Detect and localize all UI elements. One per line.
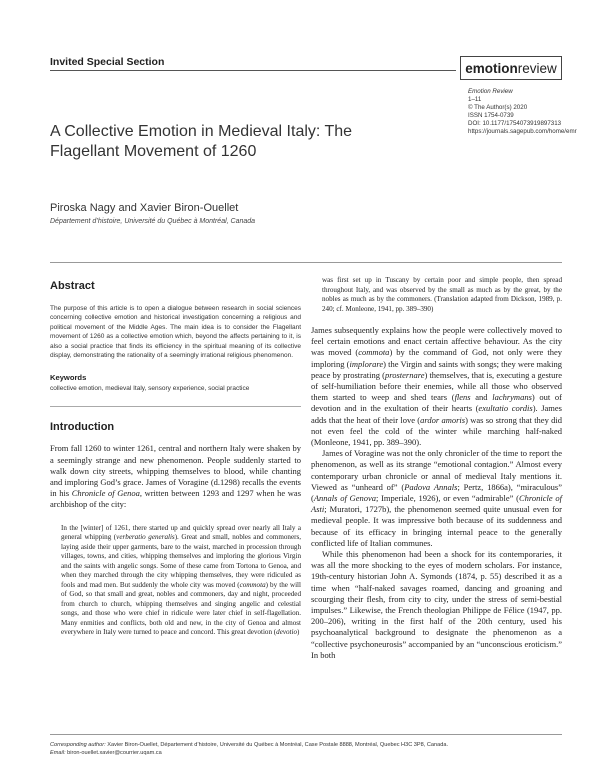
journal-url[interactable]: https://journals.sagepub.com/home/emr [468,128,577,136]
intro-paragraph-3: James of Voragine was not the only chronicler of the time to report the phenomenon, as well as its strange “emotional contagion.” Almost every contemporary urban chronicle or annal of medieval Italy mentions it. Viewed as “unheard of” (Padova Annals; Pertz, 1866a), “miraculous” (Annals of Genova; Imperiale, 1926), or even “admirable” (Chronicle of Asti; Muratori, 1727b), the phenomenon seemed quite unusual even for medieval people. It was impressive both because of its suddenness and because of its efficacy in bringing internal peace to the generally conflicted life of Italian communes. [311,448,562,548]
journal-meta [468,88,577,137]
doi[interactable]: DOI: 10.1177/1754073919897313 [468,120,562,128]
page-range: 1–11 [468,96,482,104]
authors: Piroska Nagy and Xavier Biron-Ouellet [50,202,239,214]
keywords-text: collective emotion, medieval Italy, sensory experience, social practice [50,385,250,393]
email-link[interactable]: biron-ouellet.xavier@courrier.uqam.ca [65,750,162,756]
intro-paragraph-2: James subsequently explains how the people were collectively moved to feel certain emotions and enact certain affective behaviour. As the city was moved (commota) by the command of God, not only were they imploring (implorare) the Virgin and saints with songs; they were making peace by prostrating (prosternare) themselves, that is, executing a gesture of self-humiliation before their enemies, while all those who observed them started to weep and shed tears (flens and lachrymans) out of devotion and in the exultation of their hearts (exultatio cordis). James adds that the heat of their love (ardor amoris) was so strong that they did not even feel the cold of the winter while marching half-naked (Monleone, 1941, pp. 389–390). [311,325,563,448]
footnote [50,734,562,757]
logo-word-review: review [517,60,557,76]
logo-word-emotion: emotion [465,60,518,76]
right-column [311,276,562,661]
issn: ISSN 1754-0739 [468,112,514,120]
introduction-heading: Introduction [50,421,115,434]
intro-paragraph-4: While this phenomenon had been a shock for its contemporaries, it was all the more shocking to the eyes of modern scholars. For instance, 19th-century historian John A. Symonds (1874, p. 55) described it as a time when “half-naked savages roamed, dancing and groaning and scourging their flesh, from city to city, under the stress of semi-bestial impulses.” Likewise, the French theologian Philippe de Félice (1947, pp. 200–206), writing in the first half of the 20th century, used his psychoanalytical background to designate the phenomenon as a “collective psychoneurosis” accompanied by an “unconscious eroticism.” In both [311,549,562,660]
block-quote: In the [winter] of 1261, there started up and quickly spread over nearly all Italy a general whipping (verberatio generalis). Great and small, nobles and commoners, laying aside their upper garments, bare to the waist, marched in procession through villages, towns, and cities, whipping themselves and imploring the glorious Virgin and the saints with angelic songs. Some of these came from Tortona to Genoa, and when they marched through the city whipping themselves, they were ridiculed as fools and mad men. But suddenly the whole city was moved (commota) by the will of God, so that small and great, nobles and commoners, day and night, proceeded from church to church, whipping themselves and singing angelic and celestial songs, and those who were chief in ridicule were later chief in self-flagellation. Many enmities and conflicts, both old and new, in the city of Genoa and almost everywhere in Italy were turned to peace and concord. This great devotion (devotio) [61,523,301,637]
block-quote-continued: was first set up in Tuscany by certain poor and simple people, then spread throughout Italy, and was observed by the small as much as by the great, by the nobles as much as by the commoners. (Translation adapted from Dickson, 1989, p. 240; cf. Monleone, 1941, pp. 389–390) [322,276,562,313]
email-line: Email: biron-ouellet.xavier@courrier.uqam.ca [50,750,162,756]
intro-divider [50,406,301,407]
corresponding-author: Corresponding author: Xavier Biron-Ouellet, Département d’histoire, Université du Québec à Montréal, Case Postale 8888, Montréal, Quebec H3C 3P8, Canada. [50,742,449,748]
article-title: A Collective Emotion in Medieval Italy: The Flagellant Movement of 1260 [50,123,353,160]
journal-name: Emotion Review [468,88,513,95]
abstract-text: The purpose of this article is to open a dialogue between research in social sciences concerning collective emotion and historical investigation concerning a religious and political movement of the Middle Ages. The main idea is to consider the Flagellant movement of 1260 as a collective emotion which, beyond the affects pertaining to it, is also a social practice that finds its efficiency in the spiritual meaning of its collective display, demonstrating the rationality of a seemingly irrational religious phenomenon. [50,305,301,360]
top-divider [50,70,456,71]
abstract-heading: Abstract [50,280,95,292]
left-column [50,272,301,638]
intro-paragraph-1: From fall 1260 to winter 1261, central and northern Italy were shaken by a seemingly strange and new phenomenon. People suddenly started to walk down city streets, whipping themselves to blood, while chanting and imploring God’s grace. James of Voragine (d.1298) recalls the events in his Chronicle of Genoa, written between 1293 and 1297 when he was archbishop of the city: [50,443,302,510]
keywords-heading: Keywords [50,373,87,383]
section-divider [50,262,562,263]
section-label: Invited Special Section [50,56,165,68]
affiliation: Département d’histoire, Université du Québec à Montréal, Canada [50,218,256,225]
copyright: © The Author(s) 2020 [468,104,528,112]
journal-logo [460,56,562,80]
